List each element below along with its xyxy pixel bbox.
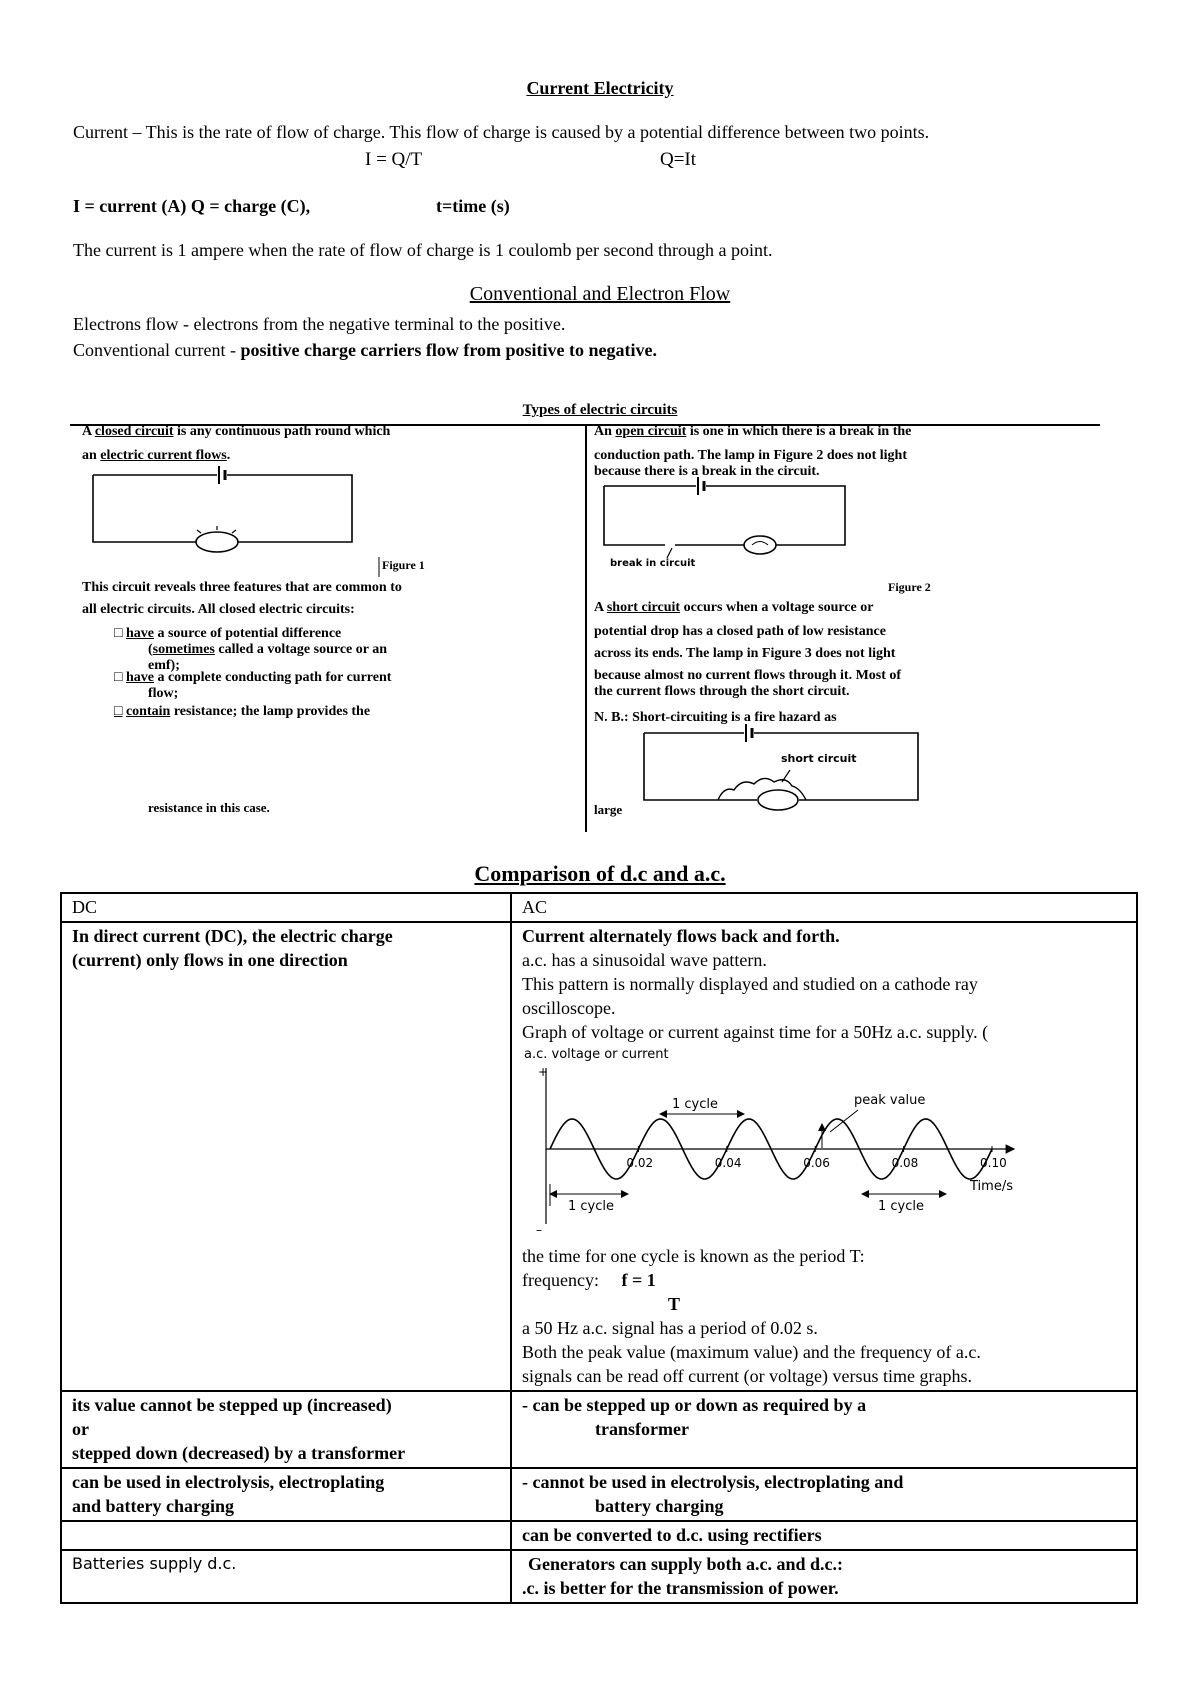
text: a.c. has a sinusoidal wave pattern. [522, 950, 767, 970]
lamp-icon [744, 536, 776, 554]
text: can be used in electrolysis, electroplating [72, 1472, 385, 1492]
text: Both the peak value (maximum value) and the frequency of a.c. [522, 1342, 981, 1362]
table-row [61, 1468, 1137, 1521]
text: Current alternately flows back and forth. [522, 926, 840, 946]
dc-transformer-cell [61, 1391, 511, 1468]
table-header-row [61, 893, 1137, 922]
short-wire [718, 778, 806, 800]
short-circuit-line4: because almost no current flows through it. Most of [594, 668, 902, 683]
ac-electrolysis-cell [511, 1468, 1137, 1521]
table-row [61, 1550, 1137, 1603]
frequency-denominator: T [668, 1294, 681, 1314]
text: frequency: [522, 1270, 599, 1290]
text: - can be stepped up or down as required by a [522, 1395, 867, 1415]
features-line1: This circuit reveals three features that are common to [82, 580, 402, 595]
comparison-table [60, 892, 1138, 1604]
fire-hazard-note: N. B.: Short-circuiting is a fire hazard as [594, 710, 837, 725]
equation-q: Q=It [660, 149, 697, 170]
open-circuit-line3: because there is a break in the circuit. [594, 464, 820, 479]
text: oscilloscope. [522, 998, 616, 1018]
break-label: break in circuit [610, 558, 696, 569]
short-circuit-diagram [644, 724, 918, 810]
text: have [125, 670, 154, 685]
table-row [61, 1391, 1137, 1468]
figure-2-caption: Figure 2 [888, 580, 931, 594]
ampere-definition: The current is 1 ampere when the rate of flow of charge is 1 coulomb per second through a point. [73, 240, 773, 260]
short-circuit-label: short circuit [781, 752, 857, 765]
header-ac: AC [511, 893, 1137, 922]
cycle-label-right: 1 cycle [878, 1199, 925, 1214]
ac-waveform-svg [522, 1044, 1042, 1244]
short-circuit-term: short circuit [606, 600, 681, 615]
ac-direction-cell [511, 922, 1137, 1391]
x-tick-label: 0.02 [626, 1156, 654, 1170]
flow-heading: Conventional and Electron Flow [469, 283, 731, 305]
feature-3 [114, 702, 370, 722]
comparison-title: Comparison of d.c and a.c. [474, 861, 726, 886]
open-circuit-line2: conduction path. The lamp in Figure 2 does not light [594, 448, 907, 463]
text: . [226, 448, 231, 463]
text: resistance; the lamp provides the [170, 704, 371, 719]
closed-circuit-line1 [82, 422, 390, 442]
text: battery charging [595, 1496, 724, 1516]
figure-1-caption: Figure 1 [382, 558, 425, 572]
frequency-line [522, 1268, 1128, 1292]
text: signals can be read off current (or voltage) versus time graphs. [522, 1366, 973, 1386]
text: This pattern is normally displayed and studied on a cathode ray [522, 974, 978, 994]
equation-i: I = Q/T [365, 149, 423, 170]
text: an [82, 448, 101, 463]
short-circuit-line2: potential drop has a closed path of low resistance [594, 624, 886, 639]
graph-x-label: Time/s [970, 1179, 1013, 1194]
x-tick-label: 0.04 [714, 1156, 742, 1170]
bullet-icon: □ [114, 670, 123, 685]
cycle-label-left: 1 cycle [568, 1199, 615, 1214]
text: Generators can supply both a.c. and d.c.: [528, 1554, 844, 1574]
text: called a voltage source or an [214, 642, 388, 657]
text: is one in which there is a break in the [686, 424, 912, 439]
dc-batteries-cell: Batteries supply d.c. [61, 1550, 511, 1603]
text: A [82, 424, 95, 439]
short-circuit-line3: across its ends. The lamp in Figure 3 does not light [594, 646, 896, 661]
table-row [61, 1521, 1137, 1550]
short-circuit-line1 [594, 598, 873, 618]
lamp-icon [196, 532, 238, 552]
text: its value cannot be stepped up (increased) [72, 1395, 392, 1415]
text: is any continuous path round which [173, 424, 391, 439]
features-line2: all electric circuits. All closed electric circuits: [82, 602, 355, 617]
dc-empty-cell [61, 1521, 511, 1550]
text: contain [125, 704, 171, 719]
x-tick-label: 0.10 [980, 1156, 1007, 1170]
open-circuit-term: open circuit [615, 424, 687, 439]
resistance-end-line: resistance in this case. [148, 800, 270, 815]
text: Graph of voltage or current against time for a 50Hz a.c. supply. ( [522, 1022, 989, 1042]
graph-minus: – [536, 1223, 542, 1237]
x-tick-label: 0.06 [803, 1156, 830, 1170]
text: - cannot be used in electrolysis, electroplating and [522, 1472, 904, 1492]
text: occurs when a voltage source or [680, 600, 874, 615]
ac-waveform-graph [522, 1044, 1042, 1244]
peak-value-label: peak value [854, 1093, 926, 1108]
table-row [61, 922, 1137, 1391]
dc-direction-cell [61, 922, 511, 1391]
page-title: Current Electricity [526, 78, 674, 98]
circuits-title: Types of electric circuits [522, 402, 678, 418]
text: A [594, 600, 607, 615]
text: and battery charging [72, 1496, 234, 1516]
graph-y-label: a.c. voltage or current [524, 1047, 669, 1062]
electron-flow-text: Electrons flow - electrons from the negative terminal to the positive. [73, 314, 566, 334]
ac-generators-cell [511, 1550, 1137, 1603]
conventional-prefix: Conventional current - [73, 340, 241, 360]
feature-1-line2: (sometimes called a voltage source or an [148, 642, 388, 657]
text: In direct current (DC), the electric charge [72, 926, 393, 946]
text: transformer [595, 1419, 689, 1439]
dc-electrolysis-cell [61, 1468, 511, 1521]
conventional-bold: positive charge carriers flow from positive to negative. [240, 340, 658, 360]
cycle-label-top: 1 cycle [672, 1097, 719, 1112]
text: the time for one cycle is known as the period T: [522, 1246, 865, 1266]
text: .c. is better for the transmission of power. [522, 1578, 839, 1598]
text: An [594, 424, 616, 439]
header-dc: DC [61, 893, 511, 922]
short-circuit-line5: the current flows through the short circuit. [594, 684, 850, 699]
text: a source of potential difference [153, 626, 342, 641]
x-tick-label: 0.08 [891, 1156, 919, 1170]
text: (current) only flows in one direction [72, 950, 348, 970]
open-circuit-line1 [594, 422, 911, 442]
lamp-icon [758, 790, 798, 810]
large-end-word: large [594, 802, 623, 817]
graph-plus: + [538, 1065, 549, 1079]
closed-circuit-line2 [82, 446, 230, 466]
feature-1-line3: emf); [148, 658, 180, 673]
ac-transformer-cell [511, 1391, 1137, 1468]
electric-current-term: electric current flows [100, 448, 227, 463]
text: have [125, 626, 154, 641]
text: or [72, 1419, 89, 1439]
current-definition: Current – This is the rate of flow of charge. This flow of charge is caused by a potential difference between two points. [73, 122, 930, 142]
frequency-formula: f = 1 [621, 1270, 656, 1290]
text: a complete conducting path for current [153, 670, 392, 685]
units-time: t=time (s) [436, 196, 510, 216]
closed-circuit-diagram [93, 466, 352, 552]
peak-pointer [830, 1110, 858, 1132]
closed-circuit-term: closed circuit [94, 424, 174, 439]
text: sometimes [152, 642, 215, 657]
bullet-icon: □ [114, 626, 123, 641]
ac-rectifier-cell: can be converted to d.c. using rectifiers [511, 1521, 1137, 1550]
units-line: I = current (A) Q = charge (C), [73, 196, 311, 216]
bullet-icon: □ [114, 704, 123, 719]
text: stepped down (decreased) by a transformer [72, 1443, 406, 1463]
text: a 50 Hz a.c. signal has a period of 0.02 s. [522, 1318, 818, 1338]
open-circuit-diagram [604, 477, 845, 558]
feature-2-line2: flow; [148, 686, 179, 701]
